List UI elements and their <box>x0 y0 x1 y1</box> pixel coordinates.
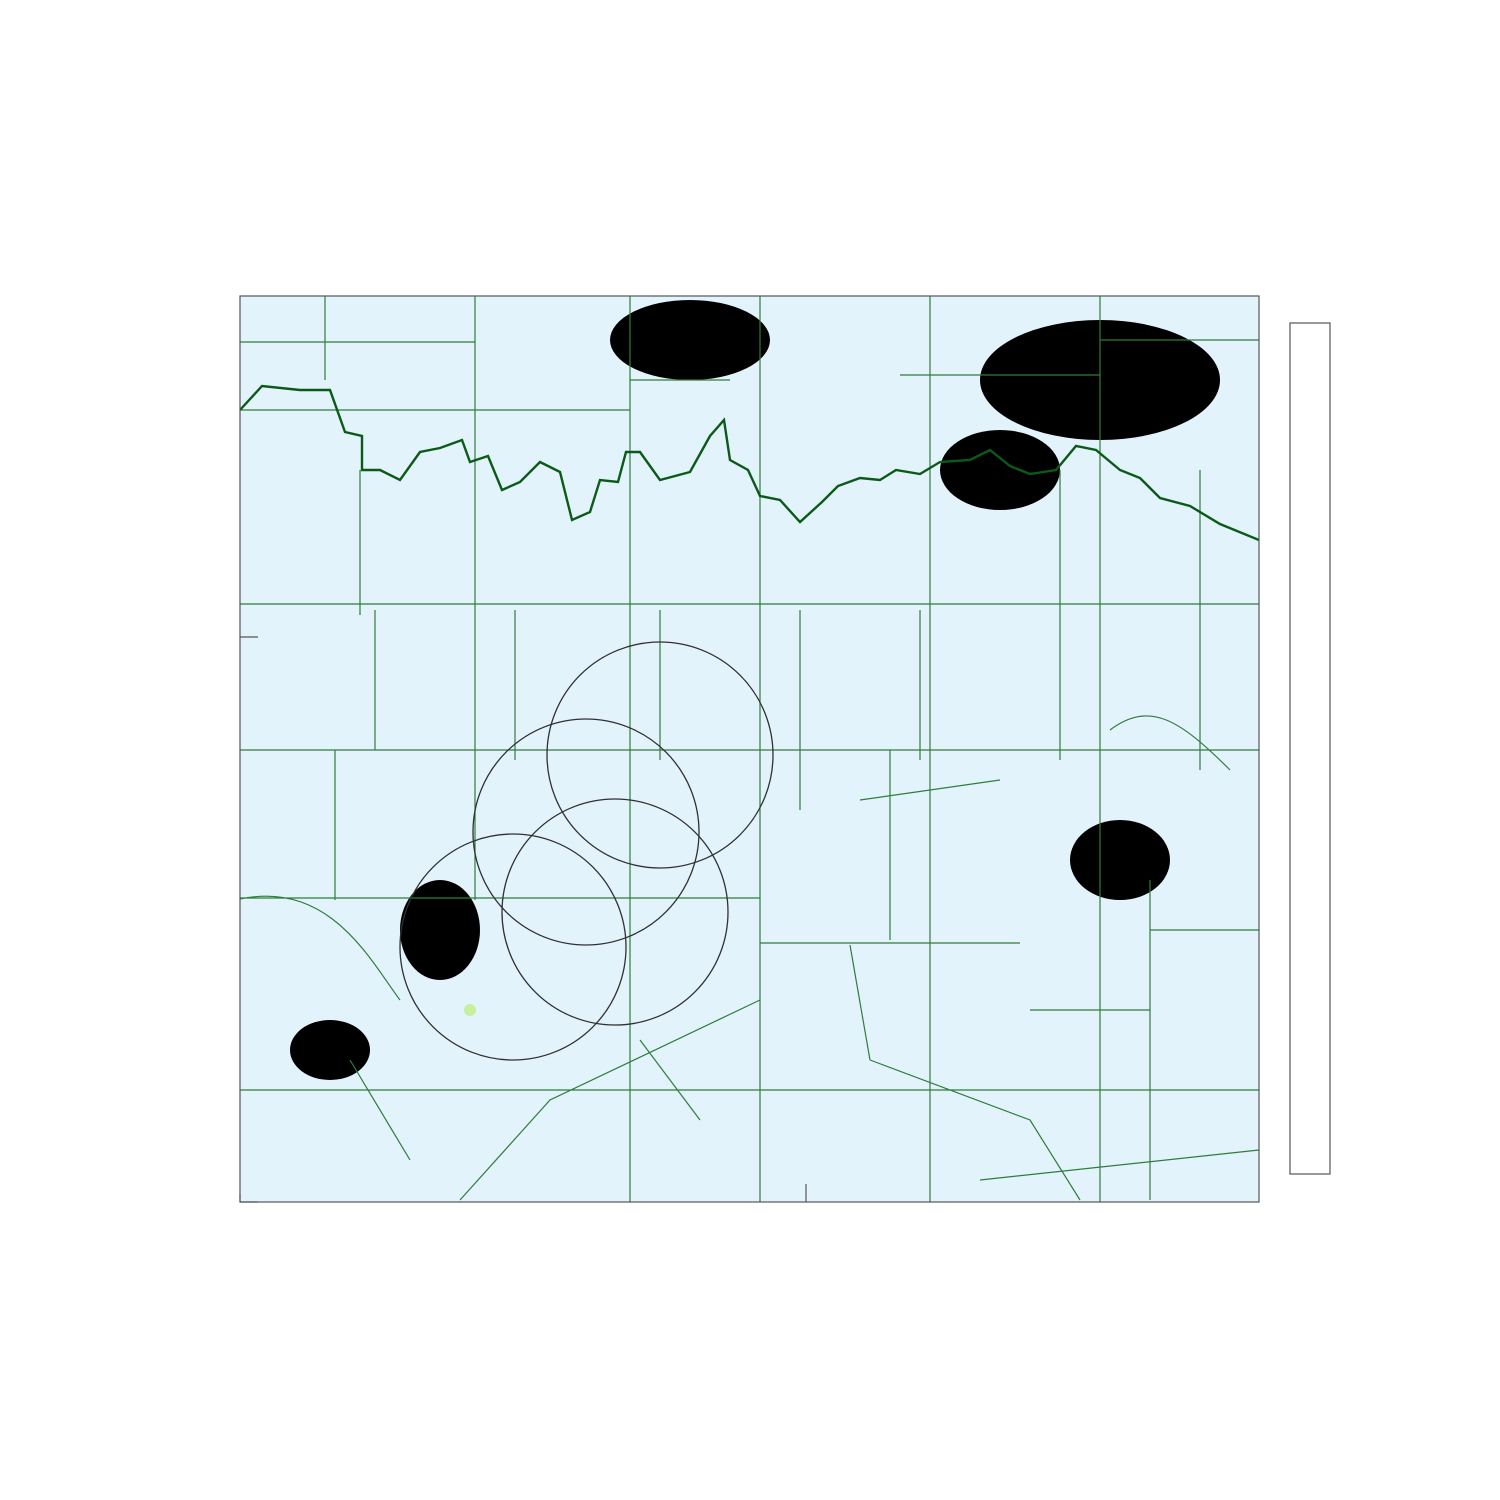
wind-speed-field <box>240 296 1259 1202</box>
colorbar-frame <box>1290 323 1330 1174</box>
